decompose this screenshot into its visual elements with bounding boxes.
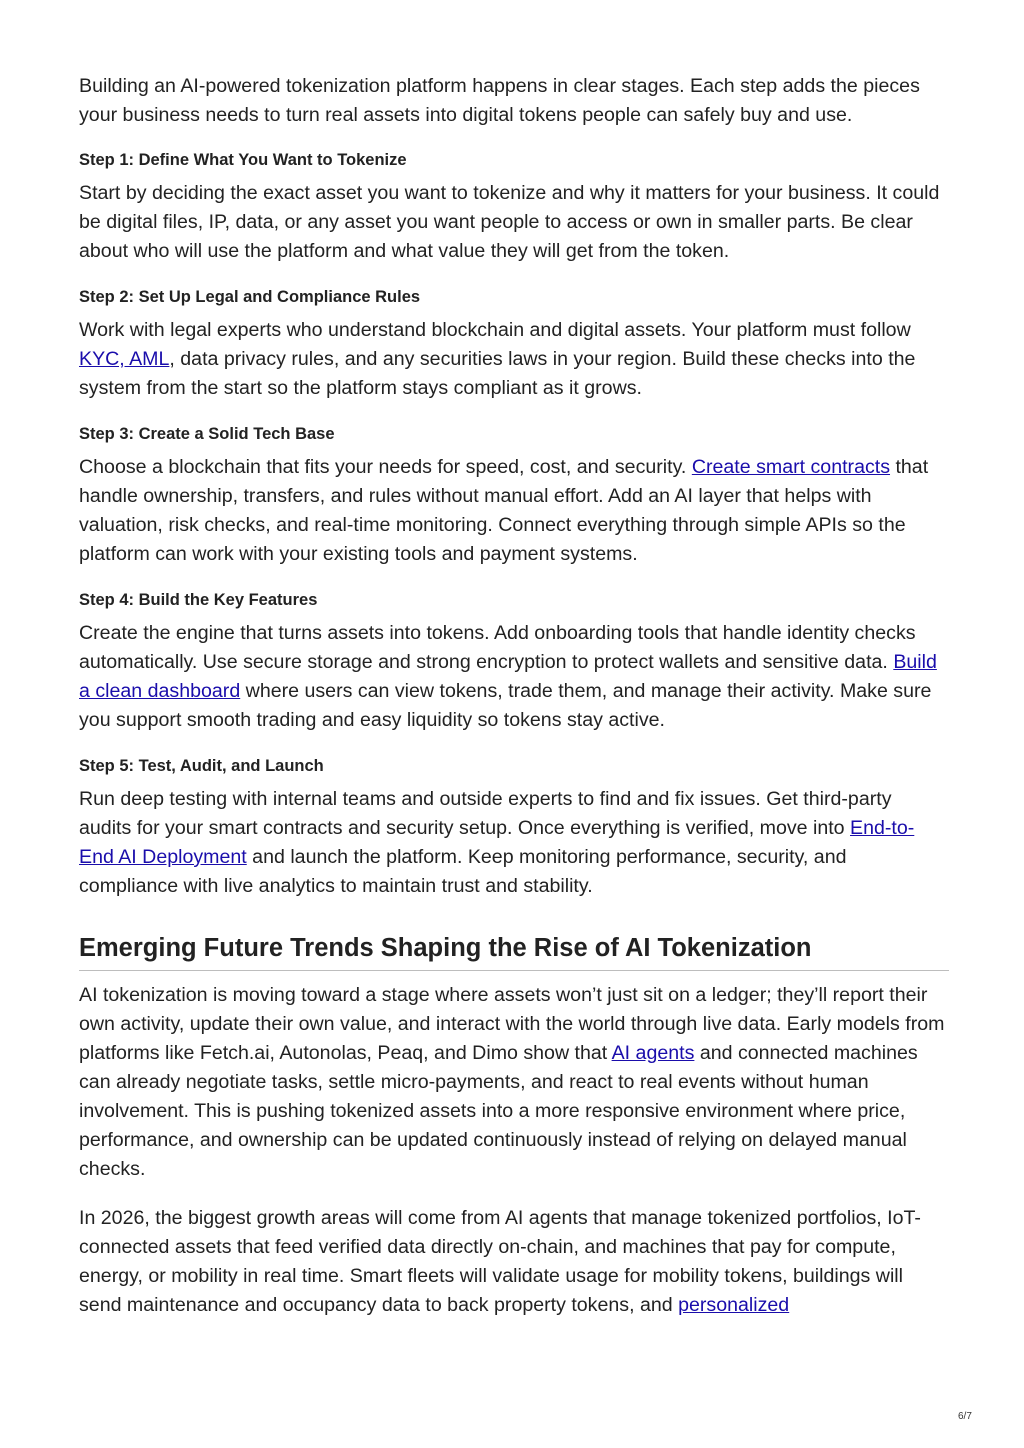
step-4-text-before: Create the engine that turns assets into tokens. Add onboarding tools that handle identity checks automatically. Use secure storage and strong encryption to protect wallets and sensitive data. (79, 622, 916, 673)
step-2-text-before: Work with legal experts who understand blockchain and digital assets. Your platform must follow (79, 319, 911, 341)
step-5-body (79, 785, 949, 901)
step-1-body: Start by deciding the exact asset you want to tokenize and why it matters for your business. It could be digital files, IP, data, or any asset you want people to access or own in smaller parts. Be clear about who will use the platform and what value they will get from the token. (79, 182, 940, 262)
step-1-heading: Step 1: Define What You Want to Tokenize (79, 151, 407, 169)
trends-p1-text-before: AI tokenization is moving toward a stage where assets won’t just sit on a ledger; they’ll report their own activity, update their own value, and interact with the world through live data. Early models from platforms like Fetch.ai, Autonolas, Peaq, and Dimo show that (79, 984, 945, 1064)
step-5-text-before: Run deep testing with internal teams and outside experts to find and fix issues. Get third-party audits for your smart contracts and security setup. Once everything is verified, move into (79, 788, 892, 839)
trends-p1-text-after: and connected machines can already negotiate tasks, settle micro-payments, and react to real events without human involvement. This is pushing tokenized assets into a more responsive environment where price, performance, and ownership can be updated continuously instead of relying on delayed manual checks. (79, 1042, 918, 1180)
step-4-text-after: where users can view tokens, trade them, and manage their activity. Make sure you support smooth trading and easy liquidity so tokens stay active. (79, 680, 932, 731)
end-to-end-ai-deployment-link[interactable]: End-to-End AI Deployment (79, 817, 915, 868)
step-3-text-after: that handle ownership, transfers, and rules without manual effort. Add an AI layer that helps with valuation, risk checks, and real-time monitoring. Connect everything through simple APIs so the platform can work with your existing tools and payment systems. (79, 456, 929, 565)
trends-p2-text-before: In 2026, the biggest growth areas will come from AI agents that manage tokenized portfolios, IoT-connected assets that feed verified data directly on-chain, and machines that pay for compute, energy, or mobility in real time. Smart fleets will validate usage for mobility tokens, buildings will send maintenance and occupancy data to back property tokens, and (79, 1207, 921, 1316)
ai-agents-link[interactable]: AI agents (611, 1042, 695, 1064)
document-page (79, 72, 949, 1320)
step-4-body (79, 619, 949, 735)
step-3-body (79, 453, 949, 569)
step-5-text-after: and launch the platform. Keep monitoring performance, security, and compliance with live analytics to maintain trust and stability. (79, 846, 847, 897)
step-2-text-after: , data privacy rules, and any securities laws in your region. Build these checks into the system from the start so the platform stays compliant as it grows. (79, 348, 916, 399)
step-3-heading: Step 3: Create a Solid Tech Base (79, 425, 335, 443)
page-number: 6/7 (958, 1411, 972, 1422)
create-smart-contracts-link[interactable]: Create smart contracts (691, 456, 891, 478)
trends-paragraph-1 (79, 981, 949, 1184)
step-5-heading: Step 5: Test, Audit, and Launch (79, 757, 324, 775)
build-dashboard-link[interactable]: Build a clean dashboard (79, 651, 937, 702)
step-3-text-before: Choose a blockchain that fits your needs for speed, cost, and security. (79, 456, 692, 478)
section-heading: Emerging Future Trends Shaping the Rise of AI Tokenization (79, 932, 949, 971)
intro-paragraph: Building an AI-powered tokenization platform happens in clear stages. Each step adds the pieces your business needs to turn real assets into digital tokens people can safely buy and use. (79, 75, 920, 126)
step-2-body (79, 316, 949, 403)
step-2-heading: Step 2: Set Up Legal and Compliance Rules (79, 288, 421, 306)
personalized-link[interactable]: personalized (678, 1294, 790, 1316)
trends-paragraph-2 (79, 1204, 949, 1320)
step-4-heading: Step 4: Build the Key Features (79, 591, 318, 609)
kyc-aml-link[interactable]: KYC, AML (79, 348, 170, 370)
